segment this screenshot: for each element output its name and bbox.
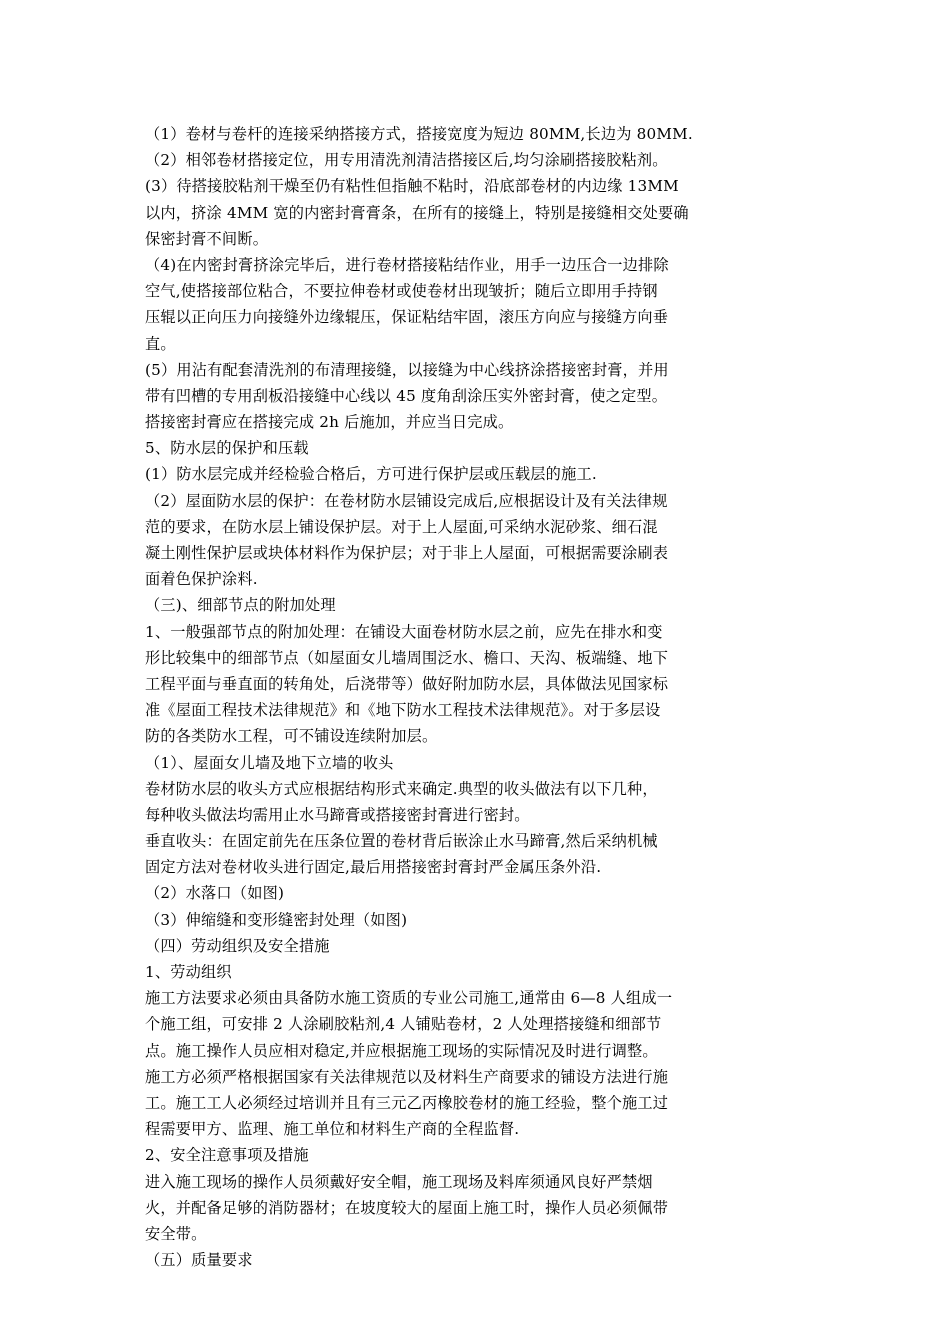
- text-line: 范的要求，在防水层上铺设保护层。对于上人屋面,可采纳水泥砂浆、细石混: [145, 517, 658, 536]
- subsection-heading: 2、安全注意事项及措施: [145, 1146, 309, 1165]
- section-heading: 5、防水层的保护和压载: [145, 439, 309, 458]
- text-line: （2）相邻卷材搭接定位，用专用清洗剂清洁搭接区后,均匀涂刷搭接胶粘剂。: [145, 151, 668, 170]
- text-line: 进入施工现场的操作人员须戴好安全帽，施工现场及料库须通风良好严禁烟: [145, 1172, 653, 1191]
- text-line: （2）屋面防水层的保护：在卷材防水层铺设完成后,应根据设计及有关法律规: [145, 491, 668, 510]
- text-line: 搭接密封膏应在搭接完成 2h 后施加，并应当日完成。: [145, 413, 514, 432]
- text-line: (3）待搭接胶粘剂干燥至仍有粘性但指触不粘时，沿底部卷材的内边缘 13MM: [145, 177, 679, 196]
- text-line: 准《屋面工程技术法律规范》和《地下防水工程技术法律规范》。对于多层设: [145, 701, 661, 720]
- subsection-heading: （1）、屋面女儿墙及地下立墙的收头: [145, 753, 394, 772]
- text-line: 空气,使搭接部位粘合，不要拉伸卷材或使卷材出现皱折；随后立即用手持钢: [145, 282, 658, 301]
- text-line: 个施工组，可安排 2 人涂刷胶粘剂,4 人铺贴卷材，2 人处理搭接缝和细部节: [145, 1015, 662, 1034]
- text-line: （1）卷材与卷杆的连接采纳搭接方式，搭接宽度为短边 80MM,长边为 80MM.: [145, 125, 693, 143]
- text-line: 凝土刚性保护层或块体材料作为保护层；对于非上人屋面，可根据需要涂刷表: [145, 544, 669, 562]
- text-line: (5）用沾有配套清洗剂的布清理接缝，以接缝为中心线挤涂搭接密封膏，并用: [145, 360, 669, 379]
- text-line: （4)在内密封膏挤涂完毕后，进行卷材搭接粘结作业，用手一边压合一边排除: [145, 255, 669, 274]
- text-line: 程需要甲方、监理、施工单位和材料生产商的全程监督.: [145, 1120, 520, 1139]
- subsection-heading: （3）伸缩缝和变形缝密封处理（如图): [145, 910, 408, 929]
- text-line: 施工方必须严格根据国家有关法律规范以及材料生产商要求的铺设方法进行施: [145, 1067, 669, 1086]
- section-heading: （三)、细部节点的附加处理: [145, 596, 336, 615]
- text-line: 每种收头做法均需用止水马蹄膏或搭接密封膏进行密封。: [145, 805, 530, 824]
- text-line: (1）防水层完成并经检验合格后，方可进行保护层或压载层的施工.: [145, 465, 597, 484]
- text-line: 垂直收头：在固定前先在压条位置的卷材背后嵌涂止水马蹄膏,然后采纳机械: [145, 832, 658, 851]
- subsection-heading: 1、劳动组织: [145, 963, 232, 981]
- text-line: 火，并配备足够的消防器材；在坡度较大的屋面上施工时，操作人员必须佩带: [145, 1198, 669, 1217]
- section-heading: （四）劳动组织及安全措施: [145, 936, 330, 955]
- text-line: 以内，挤涂 4MM 宽的内密封膏膏条，在所有的接缝上，特别是接缝相交处要确: [145, 203, 689, 222]
- text-line: 带有凹槽的专用刮板沿接缝中心线以 45 度角刮涂压实外密封膏，使之定型。: [145, 386, 668, 405]
- text-line: 防的各类防水工程，可不铺设连续附加层。: [145, 727, 438, 746]
- text-line: 面着色保护涂料.: [145, 570, 258, 589]
- text-line: 工。施工工人必须经过培训并且有三元乙丙橡胶卷材的施工经验，整个施工过: [145, 1093, 669, 1112]
- text-line: 安全带。: [145, 1224, 207, 1243]
- text-line: 形比较集中的细部节点（如屋面女儿墙周围泛水、檐口、天沟、板端缝、地下: [145, 648, 669, 667]
- text-line: 1、一般强部节点的附加处理：在铺设大面卷材防水层之前，应先在排水和变: [145, 622, 663, 641]
- text-line: 卷材防水层的收头方式应根据结构形式来确定.典型的收头做法有以下几种，: [145, 779, 658, 798]
- section-heading: （五）质量要求: [145, 1251, 253, 1270]
- subsection-heading: （2）水落口（如图): [145, 884, 285, 903]
- text-line: 压辊以正向压力向接缝外边缘辊压，保证粘结牢固，滚压方向应与接缝方向垂: [145, 308, 669, 327]
- text-line: 工程平面与垂直面的转角处，后浇带等）做好附加防水层，具体做法见国家标: [145, 674, 669, 693]
- document-body: [145, 121, 813, 1273]
- text-line: 直。: [145, 334, 176, 353]
- text-line: 固定方法对卷材收头进行固定,最后用搭接密封膏封严金属压条外沿.: [145, 858, 602, 877]
- text-line: 点。施工操作人员应相对稳定,并应根据施工现场的实际情况及时进行调整。: [145, 1041, 658, 1060]
- text-line: 施工方法要求必须由具备防水施工资质的专业公司施工,通常由 6—8 人组成一: [145, 989, 673, 1008]
- text-line: 保密封膏不间断。: [145, 229, 269, 248]
